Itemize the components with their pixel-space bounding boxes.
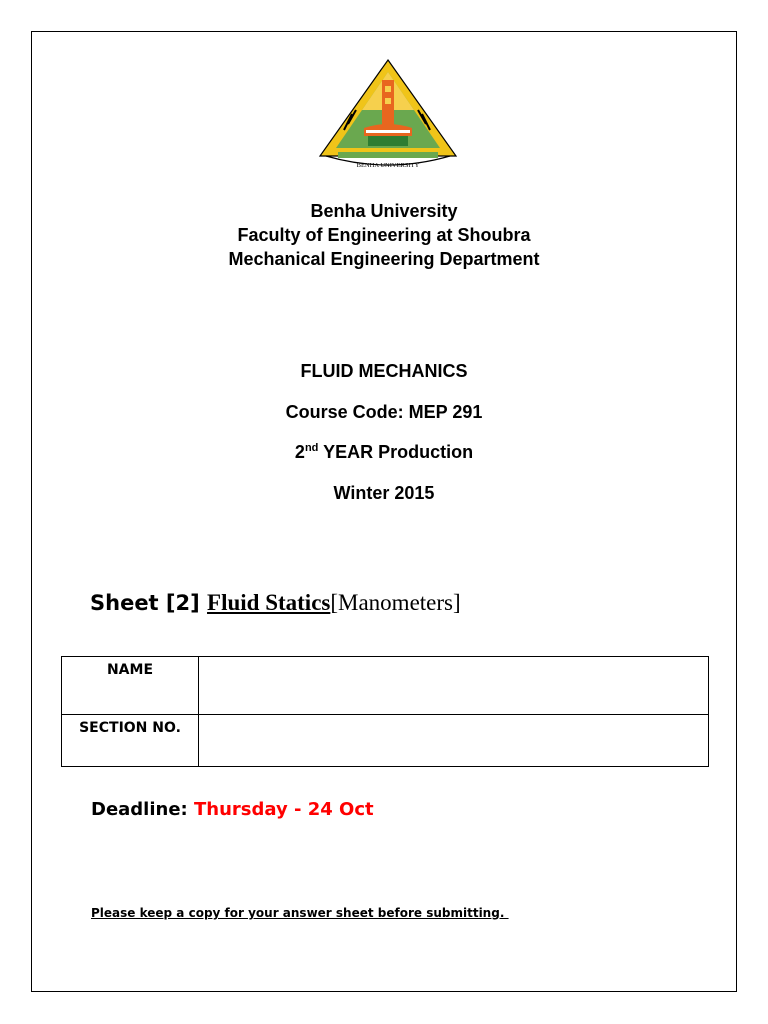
sheet-subtopic: [Manometers] bbox=[330, 590, 461, 615]
logo-text: BENHA UNIVERSITY bbox=[356, 162, 420, 169]
deadline-label: Deadline: bbox=[91, 799, 195, 820]
table-row bbox=[62, 715, 709, 767]
year-rest: YEAR Production bbox=[318, 442, 474, 462]
faculty-name: Faculty of Engineering at Shoubra bbox=[237, 225, 531, 245]
course-name: FLUID MECHANICS bbox=[300, 361, 468, 381]
deadline-value: Thursday - 24 Oct bbox=[194, 799, 374, 820]
submission-note: Please keep a copy for your answer sheet before submitting. bbox=[91, 906, 509, 920]
course-info bbox=[0, 360, 768, 522]
name-label: NAME bbox=[62, 657, 199, 715]
section-field[interactable] bbox=[199, 715, 709, 767]
department-name: Mechanical Engineering Department bbox=[228, 249, 540, 269]
deadline bbox=[91, 799, 374, 820]
university-name: Benha University bbox=[310, 201, 458, 221]
section-label: SECTION NO. bbox=[62, 715, 199, 767]
year-suffix: nd bbox=[304, 442, 319, 454]
year-number: 2 bbox=[294, 442, 305, 462]
course-year bbox=[0, 441, 768, 482]
sheet-title bbox=[90, 589, 461, 616]
institution-header bbox=[0, 199, 768, 271]
university-logo bbox=[318, 58, 458, 170]
sheet-label: Sheet [2] bbox=[90, 591, 208, 615]
course-code: Course Code: MEP 291 bbox=[285, 401, 483, 422]
course-term: Winter 2015 bbox=[333, 482, 435, 503]
student-info-table bbox=[61, 656, 709, 767]
sheet-topic: Fluid Statics bbox=[207, 590, 331, 615]
table-row bbox=[62, 657, 709, 715]
name-field[interactable] bbox=[199, 657, 709, 715]
